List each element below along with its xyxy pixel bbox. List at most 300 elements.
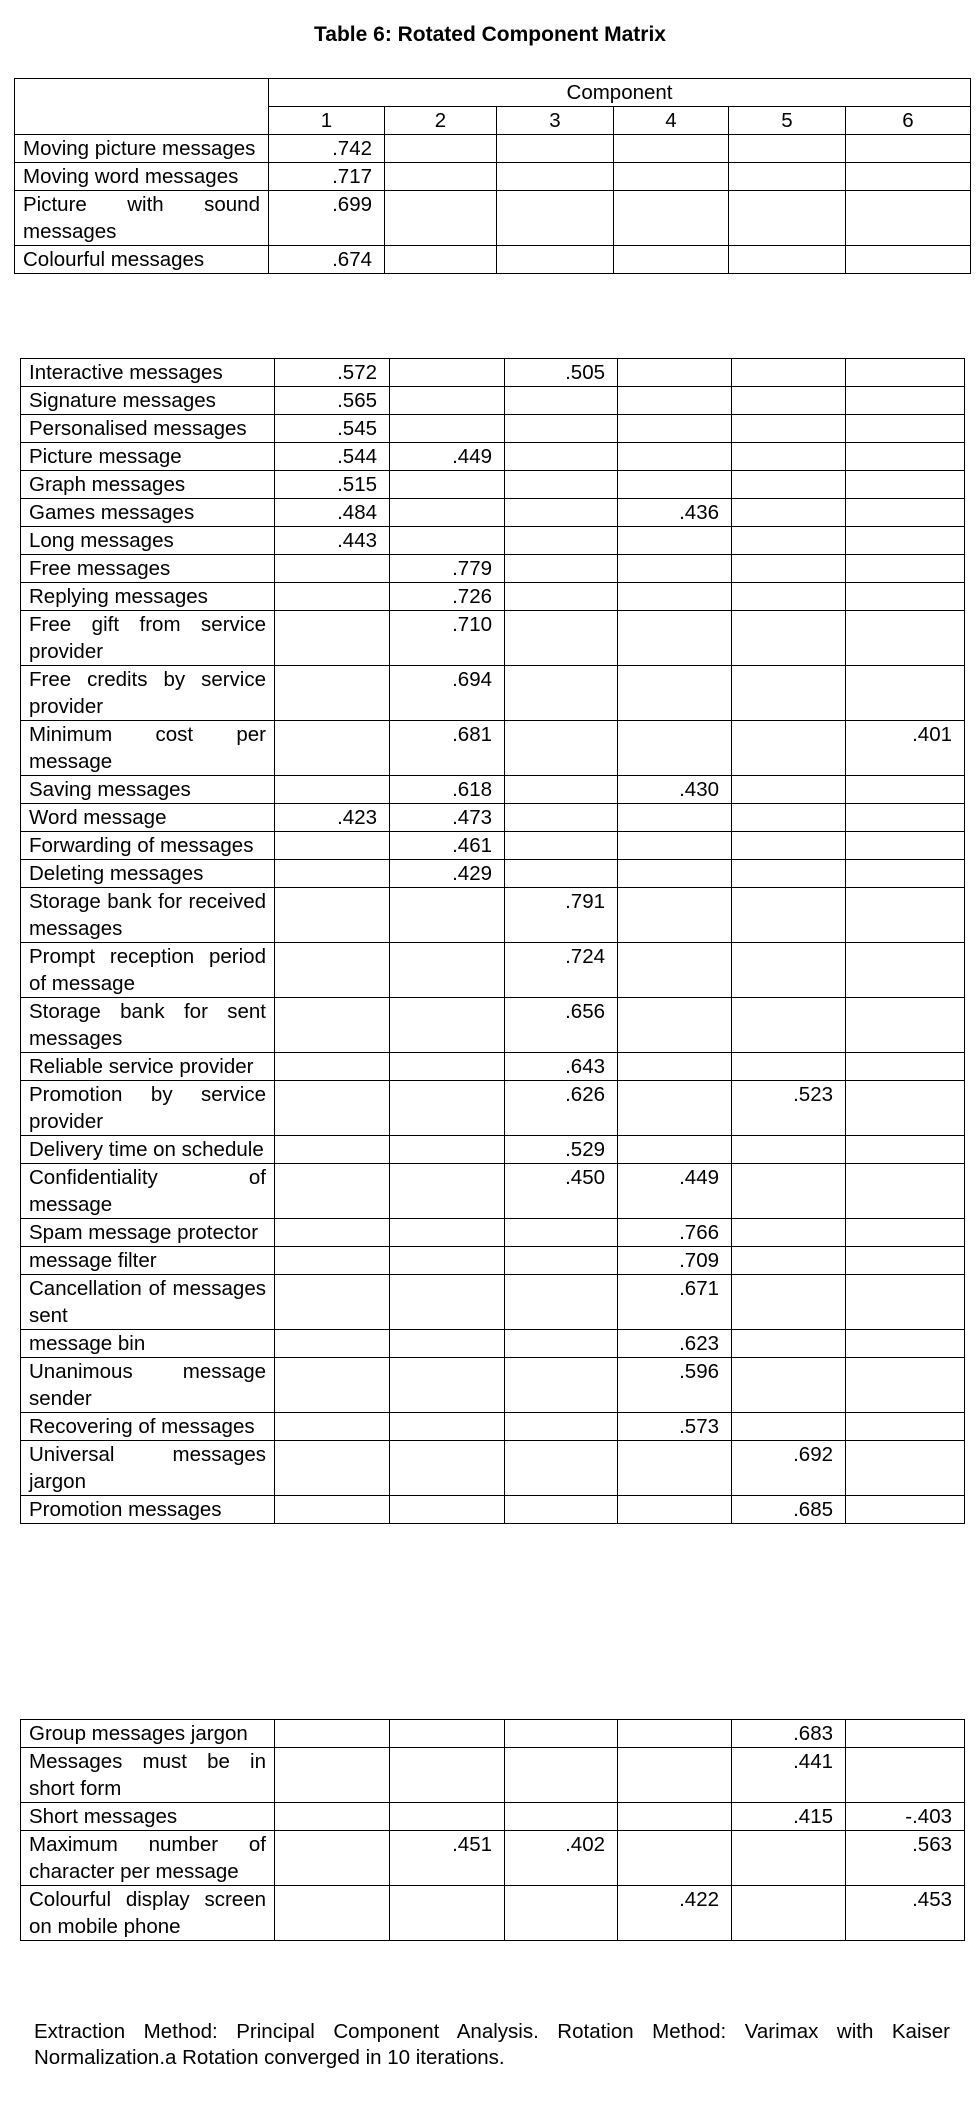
loading-cell: .726 [390,583,505,611]
loading-cell [275,832,390,860]
loading-cell [846,998,965,1053]
table-row [21,611,965,666]
loading-cell: .572 [275,359,390,387]
loading-cell [505,1803,618,1831]
row-label: Group messages jargon [21,1720,275,1748]
row-label: Colourful display screen on mobile phone [21,1886,275,1941]
loading-cell [275,888,390,943]
loading-cell [505,1330,618,1358]
loading-cell [390,527,505,555]
loading-cell [846,1441,965,1496]
component-matrix-table-2 [20,358,965,1524]
table-row [21,443,965,471]
loading-cell: .422 [618,1886,732,1941]
loading-cell [618,666,732,721]
table-row [21,1803,965,1831]
loading-cell [729,163,846,191]
loading-cell [732,860,846,888]
loading-cell [732,1247,846,1275]
loading-cell: .451 [390,1831,505,1886]
loading-cell [505,666,618,721]
loading-cell [505,387,618,415]
loading-cell [618,1803,732,1831]
row-label: Graph messages [21,471,275,499]
row-label: Deleting messages [21,860,275,888]
row-label: Storage bank for received messages [21,888,275,943]
loading-cell: -.403 [846,1803,965,1831]
table-row [21,888,965,943]
loading-cell [846,1748,965,1803]
loading-cell [846,359,965,387]
row-label: Interactive messages [21,359,275,387]
loading-cell [732,1831,846,1886]
table-row [21,1748,965,1803]
loading-cell: .450 [505,1164,618,1219]
loading-cell: .724 [505,943,618,998]
row-label: Saving messages [21,776,275,804]
loading-cell [729,246,846,274]
loading-cell [618,583,732,611]
loading-cell: .436 [618,499,732,527]
loading-cell: .618 [390,776,505,804]
loading-cell [505,1748,618,1803]
loading-cell: .596 [618,1358,732,1413]
loading-cell [275,611,390,666]
table-row [21,832,965,860]
row-label: Unanimous message sender [21,1358,275,1413]
loading-cell: .699 [269,191,385,246]
table-row [21,1053,965,1081]
row-label: Confidentiality of message [21,1164,275,1219]
loading-cell [618,1496,732,1524]
loading-cell [275,1330,390,1358]
loading-cell [390,998,505,1053]
loading-cell [729,191,846,246]
loading-cell [846,1358,965,1413]
row-label: Long messages [21,527,275,555]
loading-cell: .545 [275,415,390,443]
row-label: message filter [21,1247,275,1275]
table-row [15,135,971,163]
loading-cell [618,1441,732,1496]
loading-cell [275,1164,390,1219]
table-row [21,804,965,832]
row-label: Colourful messages [15,246,269,274]
table-row [21,776,965,804]
loading-cell [732,611,846,666]
loading-cell [275,666,390,721]
row-label: Forwarding of messages [21,832,275,860]
table-row [21,998,965,1053]
loading-cell [505,443,618,471]
loading-cell [618,832,732,860]
loading-cell [846,666,965,721]
loading-cell [732,1275,846,1330]
loading-cell [497,191,614,246]
loading-cell: .694 [390,666,505,721]
row-label: Reliable service provider [21,1053,275,1081]
loading-cell [275,1720,390,1748]
loading-cell [275,1136,390,1164]
loading-cell [275,1247,390,1275]
loading-cell [497,135,614,163]
row-label: Recovering of messages [21,1413,275,1441]
loading-cell [390,1358,505,1413]
loading-cell [505,1886,618,1941]
loading-cell [385,163,497,191]
table-row [15,246,971,274]
loading-cell [390,499,505,527]
table-row [21,555,965,583]
loading-cell: .685 [732,1496,846,1524]
loading-cell: .683 [732,1720,846,1748]
loading-cell [846,246,971,274]
loading-cell [275,1275,390,1330]
loading-cell: .671 [618,1275,732,1330]
loading-cell [732,1358,846,1413]
loading-cell: .443 [275,527,390,555]
loading-cell [846,832,965,860]
row-label: Picture message [21,443,275,471]
loading-cell [275,1053,390,1081]
loading-cell [618,721,732,776]
loading-cell [618,804,732,832]
loading-cell: .623 [618,1330,732,1358]
loading-cell [732,555,846,583]
loading-cell [505,1247,618,1275]
column-header: 5 [729,107,846,135]
loading-cell [505,1413,618,1441]
table-row [15,163,971,191]
loading-cell [618,1831,732,1886]
loading-cell [846,943,965,998]
loading-cell [275,1413,390,1441]
loading-cell [614,246,729,274]
loading-cell [390,1330,505,1358]
loading-cell [618,415,732,443]
row-label: Promotion messages [21,1496,275,1524]
loading-cell [846,1053,965,1081]
loading-cell: .449 [618,1164,732,1219]
loading-cell [846,415,965,443]
loading-cell [497,246,614,274]
loading-cell [618,443,732,471]
column-header: 2 [385,107,497,135]
table-row [21,1441,965,1496]
loading-cell [846,860,965,888]
loading-cell [614,135,729,163]
row-label: Minimum cost per message [21,721,275,776]
table-row [21,359,965,387]
loading-cell [618,1081,732,1136]
loading-cell [275,1219,390,1247]
table-row [21,1275,965,1330]
loading-cell [505,776,618,804]
loading-cell [505,1275,618,1330]
loading-cell [846,499,965,527]
loading-cell [390,1247,505,1275]
loading-cell [732,1330,846,1358]
loading-cell: .453 [846,1886,965,1941]
loading-cell [618,387,732,415]
table-row [21,527,965,555]
table-row [21,1219,965,1247]
loading-cell [732,387,846,415]
loading-cell [505,583,618,611]
loading-cell: .402 [505,1831,618,1886]
table-row [21,1164,965,1219]
loading-cell [732,1164,846,1219]
loading-cell [618,943,732,998]
loading-cell [275,1496,390,1524]
loading-cell [846,1275,965,1330]
loading-cell [846,1219,965,1247]
loading-cell [732,1136,846,1164]
component-matrix-table-3 [20,1719,965,1941]
loading-cell: .709 [618,1247,732,1275]
loading-cell [275,860,390,888]
loading-cell [732,832,846,860]
table-body [21,359,965,1524]
loading-cell [385,191,497,246]
loading-cell [390,1219,505,1247]
column-header: 3 [497,107,614,135]
component-header: Component [269,79,971,107]
loading-cell [390,1136,505,1164]
loading-cell: .415 [732,1803,846,1831]
loading-cell [505,1358,618,1413]
loading-cell: .791 [505,888,618,943]
loading-cell [505,1441,618,1496]
loading-cell [505,860,618,888]
loading-cell: .544 [275,443,390,471]
loading-cell [275,943,390,998]
loading-cell [732,804,846,832]
loading-cell [846,776,965,804]
loading-cell [390,1164,505,1219]
table-row [21,499,965,527]
loading-cell [732,499,846,527]
loading-cell [390,1441,505,1496]
row-label: Moving picture messages [15,135,269,163]
loading-cell: .710 [390,611,505,666]
loading-cell [732,998,846,1053]
loading-cell: .515 [275,471,390,499]
loading-cell: .430 [618,776,732,804]
loading-cell [275,998,390,1053]
row-label: Cancellation of messages sent [21,1275,275,1330]
row-label: message bin [21,1330,275,1358]
loading-cell [390,1496,505,1524]
loading-cell: .565 [275,387,390,415]
loading-cell [732,415,846,443]
row-label: Prompt reception period of message [21,943,275,998]
loading-cell [846,471,965,499]
loading-cell [846,1136,965,1164]
loading-cell [846,1164,965,1219]
table-row [15,191,971,246]
loading-cell: .717 [269,163,385,191]
loading-cell [390,943,505,998]
row-label: Storage bank for sent messages [21,998,275,1053]
loading-cell [614,191,729,246]
loading-cell [505,1219,618,1247]
loading-cell [275,555,390,583]
loading-cell [275,1358,390,1413]
table-row [21,471,965,499]
loading-cell: .401 [846,721,965,776]
loading-cell [732,943,846,998]
loading-cell [505,555,618,583]
loading-cell [846,443,965,471]
row-label: Free messages [21,555,275,583]
row-label: Games messages [21,499,275,527]
loading-cell: .449 [390,443,505,471]
loading-cell [275,1831,390,1886]
column-header: 6 [846,107,971,135]
loading-cell [505,804,618,832]
loading-cell [618,1748,732,1803]
loading-cell [275,1886,390,1941]
loading-cell: .523 [732,1081,846,1136]
loading-cell [505,832,618,860]
loading-cell [846,1413,965,1441]
row-label: Word message [21,804,275,832]
loading-cell [275,1748,390,1803]
loading-cell [618,359,732,387]
table-row [21,1720,965,1748]
loading-cell [732,583,846,611]
loading-cell [390,1081,505,1136]
loading-cell: .626 [505,1081,618,1136]
loading-cell [390,1275,505,1330]
table-row [21,860,965,888]
row-label: Promotion by service provider [21,1081,275,1136]
loading-cell [846,1496,965,1524]
table-row [21,1136,965,1164]
loading-cell: .692 [732,1441,846,1496]
loading-cell [275,721,390,776]
loading-cell [275,776,390,804]
loading-cell [390,471,505,499]
loading-cell [497,163,614,191]
loading-cell [618,1720,732,1748]
loading-cell: .461 [390,832,505,860]
row-label: Signature messages [21,387,275,415]
table-row [21,1330,965,1358]
component-matrix-table-1 [14,78,971,274]
loading-cell [618,611,732,666]
loading-cell [732,1053,846,1081]
table-row [21,1358,965,1413]
header-empty-cell [15,79,269,135]
table-body [21,1720,965,1941]
loading-cell [732,721,846,776]
loading-cell [618,860,732,888]
table-row [21,943,965,998]
table-row [21,415,965,443]
row-label: Free credits by service provider [21,666,275,721]
loading-cell: .563 [846,1831,965,1886]
loading-cell [732,1219,846,1247]
loading-cell [390,1803,505,1831]
loading-cell [732,527,846,555]
loading-cell [390,888,505,943]
loading-cell: .573 [618,1413,732,1441]
column-header: 1 [269,107,385,135]
table-body [15,135,971,274]
row-label: Spam message protector [21,1219,275,1247]
loading-cell [390,1413,505,1441]
row-label: Short messages [21,1803,275,1831]
loading-cell [846,527,965,555]
loading-cell [618,471,732,499]
loading-cell [618,998,732,1053]
table-row [21,721,965,776]
loading-cell [618,555,732,583]
loading-cell [275,1081,390,1136]
row-label: Replying messages [21,583,275,611]
column-header: 4 [614,107,729,135]
loading-cell: .681 [390,721,505,776]
loading-cell: .674 [269,246,385,274]
loading-cell [846,804,965,832]
loading-cell [390,415,505,443]
loading-cell [846,1720,965,1748]
loading-cell: .473 [390,804,505,832]
loading-cell [846,1081,965,1136]
loading-cell [505,527,618,555]
loading-cell [275,1803,390,1831]
loading-cell [390,1886,505,1941]
loading-cell: .505 [505,359,618,387]
loading-cell [505,471,618,499]
loading-cell [505,721,618,776]
row-label: Moving word messages [15,163,269,191]
loading-cell: .742 [269,135,385,163]
loading-cell [505,415,618,443]
loading-cell [385,135,497,163]
footnote: Extraction Method: Principal Component Analysis. Rotation Method: Varimax with Kaiser Normalization.a Rotation converged in 10 iterations. [34,2020,950,2069]
table-row [21,387,965,415]
loading-cell [732,471,846,499]
loading-cell [614,163,729,191]
loading-cell: .766 [618,1219,732,1247]
loading-cell [618,527,732,555]
loading-cell [846,191,971,246]
loading-cell [505,499,618,527]
table-row [21,1413,965,1441]
loading-cell [732,776,846,804]
loading-cell [846,135,971,163]
loading-cell [385,246,497,274]
loading-cell [846,1247,965,1275]
loading-cell [390,359,505,387]
loading-cell [390,1720,505,1748]
loading-cell [732,443,846,471]
loading-cell [846,163,971,191]
loading-cell [846,611,965,666]
table-row [21,1247,965,1275]
loading-cell [846,888,965,943]
loading-cell [729,135,846,163]
header-row-component [15,79,971,107]
loading-cell [618,1053,732,1081]
loading-cell [732,666,846,721]
loading-cell [618,888,732,943]
table-row [21,1081,965,1136]
loading-cell [275,583,390,611]
